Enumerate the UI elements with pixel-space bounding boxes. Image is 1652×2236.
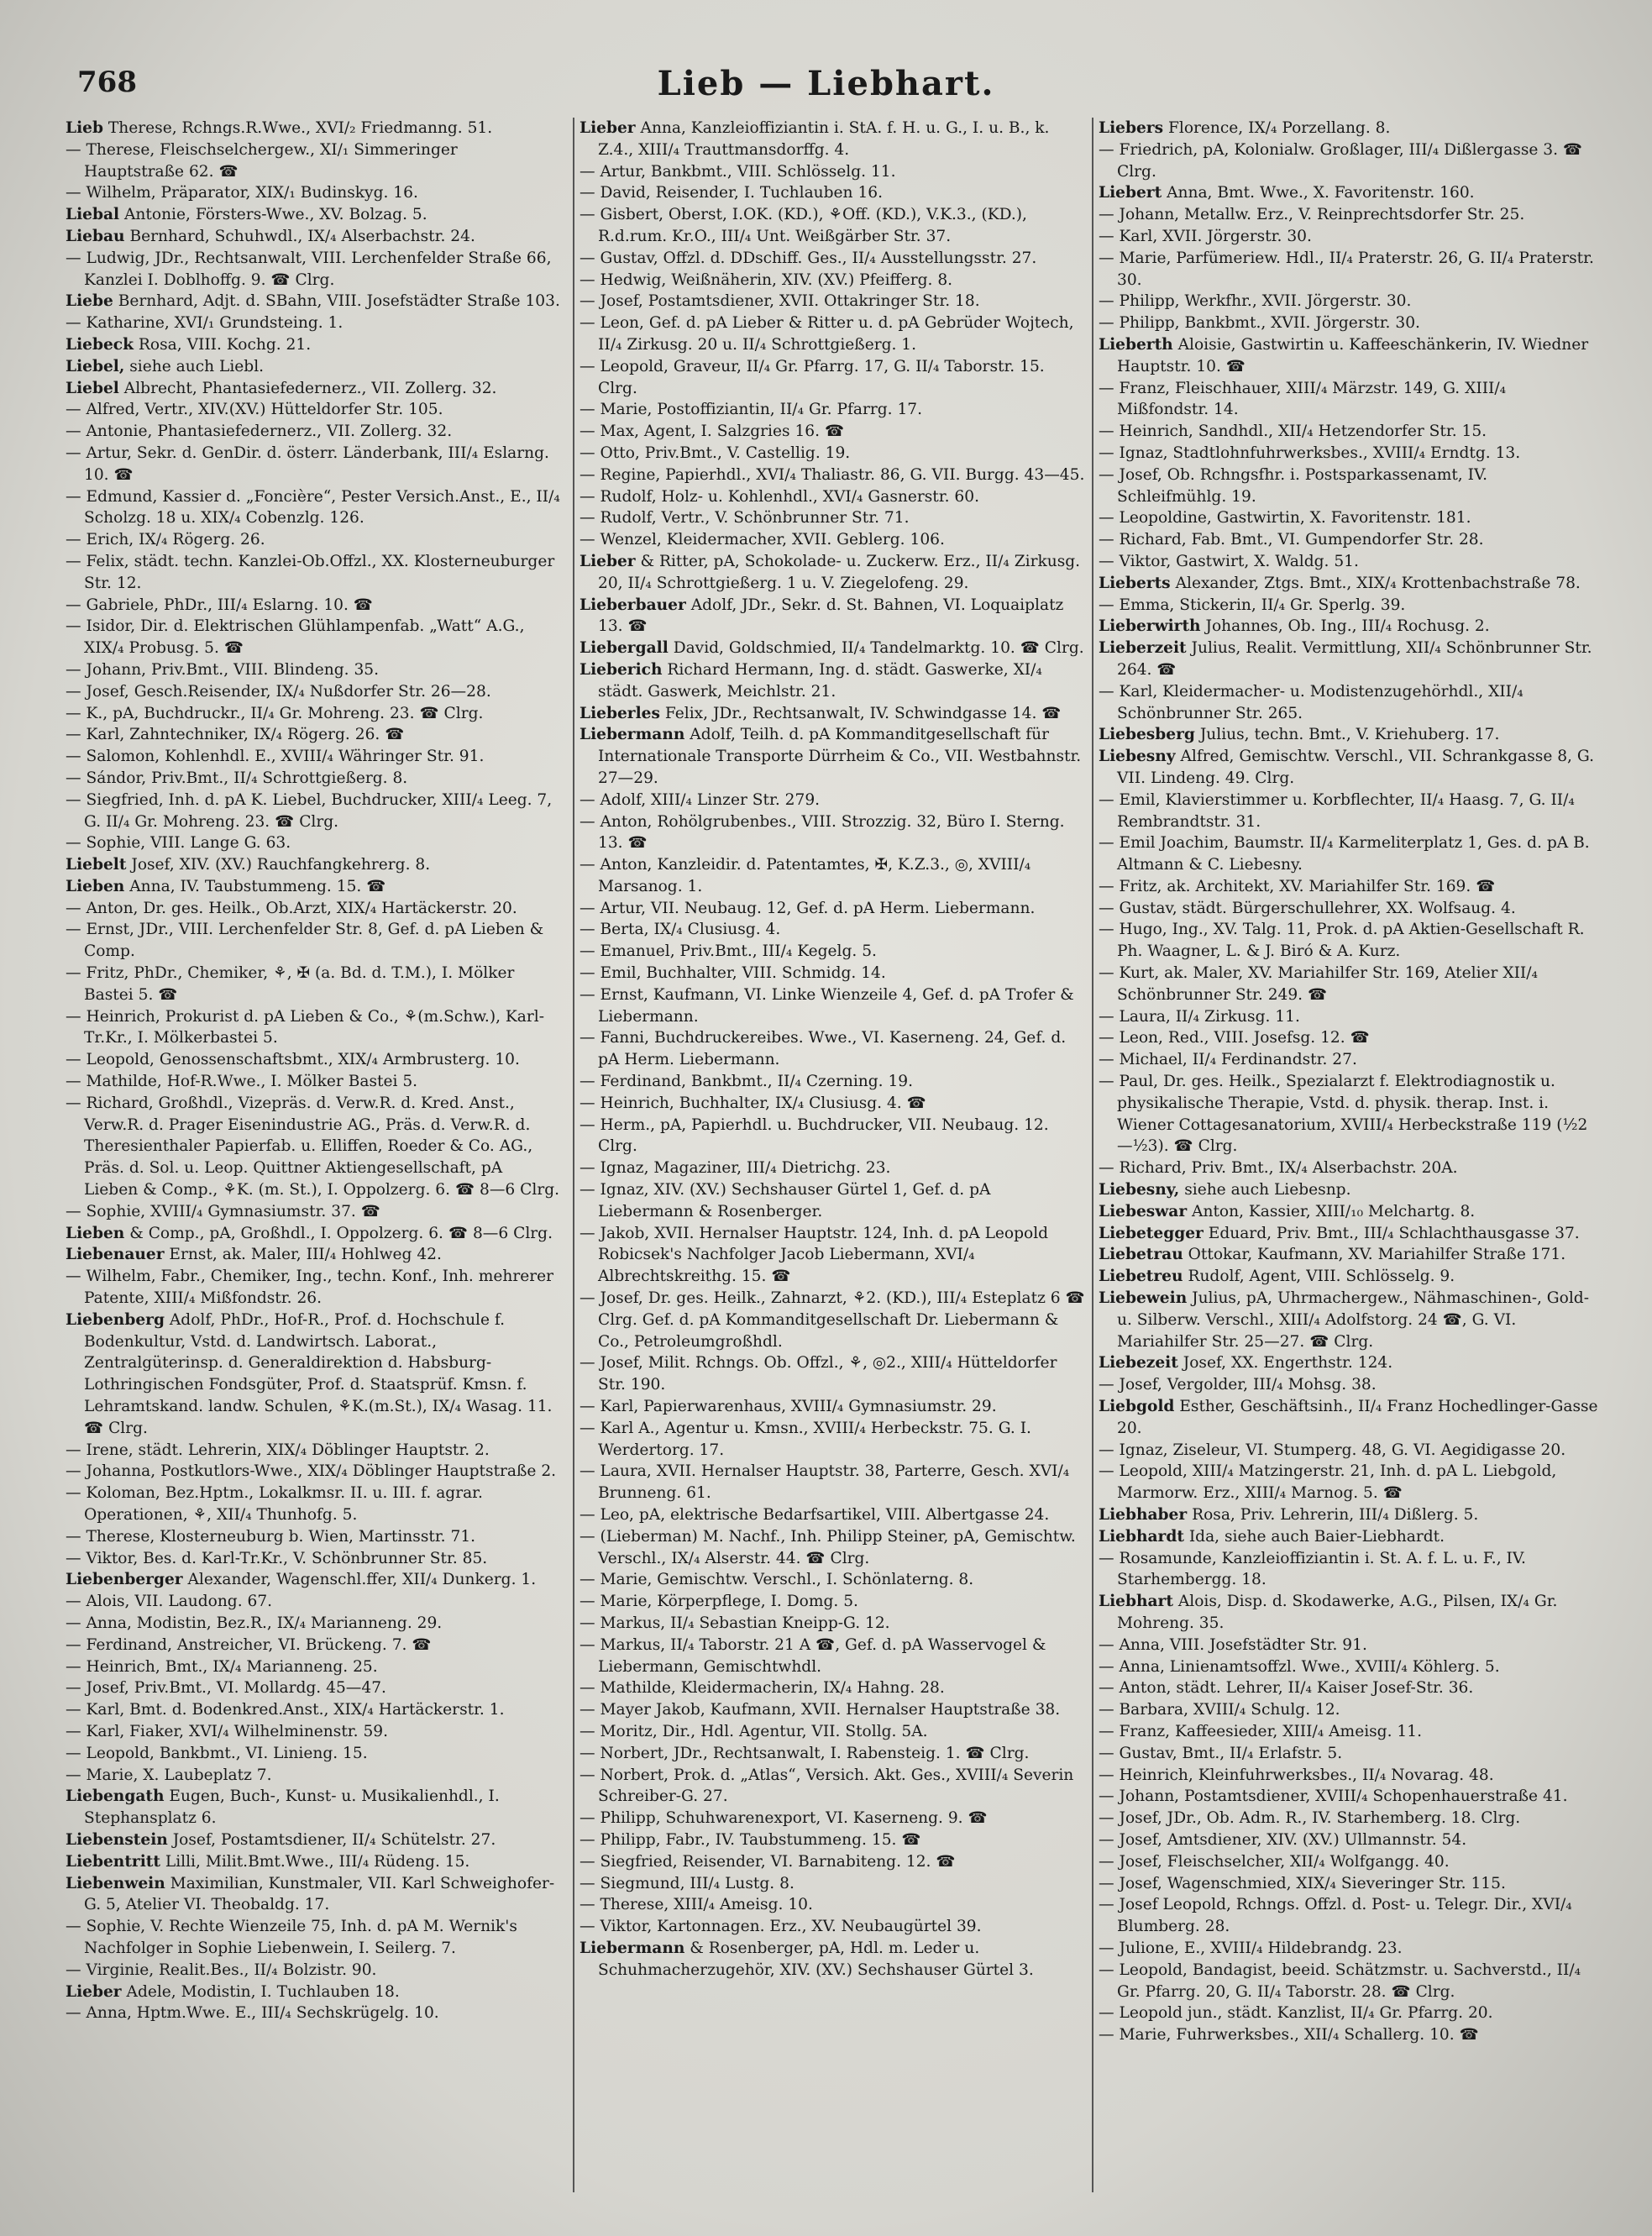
- directory-entry: — Karl, Zahntechniker, IX/₄ Rögerg. 26. ☎: [66, 726, 405, 744]
- directory-entry: — Emil, Buchhalter, VIII. Schmidg. 14.: [580, 964, 886, 983]
- directory-entry: — Ferdinand, Anstreicher, VI. Brückeng. 7. ☎: [66, 1635, 432, 1654]
- directory-entry: — Regine, Papierhdl., XVI/₄ Thaliastr. 86, G. VII. Burgg. 43—45.: [580, 465, 1085, 484]
- directory-entry: Liebesny, siehe auch Liebesnp.: [1099, 1181, 1351, 1199]
- directory-entry: — Heinrich, Sandhdl., XII/₄ Hetzendorfer Str. 15.: [1099, 423, 1487, 441]
- directory-entry: Liebel Albrecht, Phantasiefedernerz., VII. Zollerg. 32.: [66, 379, 497, 397]
- directory-entry: Liebelt Josef, XIV. (XV.) Rauchfangkehrerg. 8.: [66, 856, 431, 874]
- page-header: [77, 66, 1575, 116]
- directory-entry: — Antonie, Phantasiefedernerz., VII. Zollerg. 32.: [66, 423, 453, 441]
- running-head: Lieb — Liebhart.: [657, 64, 995, 103]
- directory-entry: Lieberwirth Johannes, Ob. Ing., III/₄ Rochusg. 2.: [1099, 617, 1490, 636]
- directory-entry: — K., pA, Buchdruckr., II/₄ Gr. Mohreng. 23. ☎ Clrg.: [66, 704, 484, 722]
- directory-entry: — Anton, städt. Lehrer, II/₄ Kaiser Josef-Str. 36.: [1099, 1679, 1474, 1698]
- directory-entry: — Josef, Milit. Rchngs. Ob. Offzl., ⚘, ◎2., XIII/₄ Hütteldorfer Str. 190.: [580, 1354, 1057, 1394]
- directory-entry: — Karl, Kleidermacher- u. Modistenzugehörhdl., XII/₄ Schönbrunner Str. 265.: [1099, 682, 1524, 722]
- directory-entry: — Johann, Priv.Bmt., VIII. Blindeng. 35.: [66, 660, 380, 679]
- directory-entry: — Gustav, städt. Bürgerschullehrer, XX. Wolfsaug. 4.: [1099, 899, 1516, 917]
- directory-entry: — Josef, Gesch.Reisender, IX/₄ Nußdorfer Str. 26—28.: [66, 682, 491, 701]
- directory-entry: — Gabriele, PhDr., III/₄ Eslarng. 10. ☎: [66, 596, 373, 614]
- directory-entry: — Fanni, Buchdruckereibes. Wwe., VI. Kaserneng. 24, Gef. d. pA Herm. Liebermann.: [580, 1029, 1067, 1069]
- directory-entry: Liebe Bernhard, Adjt. d. SBahn, VIII. Josefstädter Straße 103.: [66, 292, 560, 311]
- directory-entry: — Philipp, Schuhwarenexport, VI. Kaserneng. 9. ☎: [580, 1809, 988, 1828]
- directory-entry: — Wilhelm, Fabr., Chemiker, Ing., techn. Konf., Inh. mehrerer Patente, XIII/₄ Mißfondstr. 26.: [66, 1268, 554, 1308]
- directory-entry: — Leo, pA, elektrische Bedarfsartikel, VIII. Albertgasse 24.: [580, 1506, 1050, 1524]
- directory-entry: — Josef, JDr., Ob. Adm. R., IV. Starhemberg. 18. Clrg.: [1099, 1809, 1521, 1828]
- directory-entry: Liebesberg Julius, techn. Bmt., V. Kriehuberg. 17.: [1099, 726, 1500, 744]
- directory-entry: — Karl, Bmt. d. Bodenkred.Anst., XIX/₄ Hartäckerstr. 1.: [66, 1701, 505, 1719]
- directory-entry: — Michael, II/₄ Ferdinandstr. 27.: [1099, 1051, 1357, 1069]
- directory-entry: — Johann, Metallw. Erz., V. Reinprechtsdorfer Str. 25.: [1099, 206, 1525, 224]
- directory-entry: Liebel, siehe auch Liebl.: [66, 357, 265, 375]
- directory-entry: — Hedwig, Weißnäherin, XIV. (XV.) Pfeifferg. 8.: [580, 270, 953, 289]
- directory-entry: — Rudolf, Vertr., V. Schönbrunner Str. 71.: [580, 509, 910, 528]
- directory-entry: — Marie, Gemischtw. Verschl., I. Schönlaterng. 8.: [580, 1571, 974, 1589]
- directory-entry: Liebeck Rosa, VIII. Kochg. 21.: [66, 335, 312, 354]
- directory-entry: — Laura, II/₄ Zirkusg. 11.: [1099, 1007, 1300, 1026]
- directory-entry: — Therese, Fleischselchergew., XI/₁ Simmeringer Hauptstraße 62. ☎: [66, 140, 458, 181]
- directory-entry: — Sophie, XVIII/₄ Gymnasiumstr. 37. ☎: [66, 1202, 380, 1220]
- directory-entry: Liebetreu Rudolf, Agent, VIII. Schlösselg. 9.: [1099, 1268, 1455, 1286]
- directory-entry: Liebhaber Rosa, Priv. Lehrerin, III/₄ Dißlerg. 5.: [1099, 1506, 1479, 1524]
- directory-entry: — Richard, Fab. Bmt., VI. Gumpendorfer Str. 28.: [1099, 531, 1484, 549]
- directory-entry: — Markus, II/₄ Taborstr. 21 A ☎, Gef. d. pA Wasservogel & Liebermann, Gemischtwhdl.: [580, 1635, 1046, 1676]
- column-middle: [573, 118, 1087, 2192]
- directory-entry: Liebewein Julius, pA, Uhrmachergew., Nähmaschinen-, Gold- u. Silberw. Verschl., XIII/₄ Adolfstorg. 24 ☎, G. VI. Mariahilfer Str. 25—27. ☎ Clrg.: [1099, 1289, 1589, 1351]
- directory-entry: Liebesny Alfred, Gemischtw. Verschl., VII. Schrankgasse 8, G. VII. Lindeng. 49. Clrg.: [1099, 748, 1594, 787]
- directory-entry: — Siegfried, Reisender, VI. Barnabiteng. 12. ☎: [580, 1852, 956, 1871]
- directory-entry: — Siegmund, III/₄ Lustg. 8.: [580, 1874, 795, 1892]
- directory-entry: — Josef, Postamtsdiener, XVII. Ottakringer Str. 18.: [580, 292, 980, 311]
- directory-entry: Lieber & Ritter, pA, Schokolade- u. Zuckerw. Erz., II/₄ Zirkusg. 20, II/₄ Schrottgießerg. 1 u. V. Ziegelofeng. 29.: [580, 552, 1081, 592]
- directory-entry: — Berta, IX/₄ Clusiusg. 4.: [580, 921, 781, 939]
- directory-entry: — Emil, Klavierstimmer u. Korbflechter, II/₄ Haasg. 7, G. II/₄ Rembrandtstr. 31.: [1099, 790, 1575, 831]
- directory-entry: — Gustav, Offzl. d. DDschiff. Ges., II/₄ Ausstellungsstr. 27.: [580, 249, 1037, 267]
- directory-entry: — Josef, Amtsdiener, XIV. (XV.) Ullmannstr. 54.: [1099, 1830, 1467, 1849]
- directory-entry: — Josef, Vergolder, III/₄ Mohsg. 38.: [1099, 1376, 1377, 1394]
- directory-entry: — Markus, II/₄ Sebastian Kneipp-G. 12.: [580, 1614, 890, 1632]
- directory-entry: — Salomon, Kohlenhdl. E., XVIII/₄ Währinger Str. 91.: [66, 748, 485, 766]
- directory-entry: — Anna, Hptm.Wwe. E., III/₄ Sechskrügelg. 10.: [66, 2004, 439, 2023]
- directory-entry: — Leopoldine, Gastwirtin, X. Favoritenstr. 181.: [1099, 509, 1471, 528]
- directory-entry: Liebhardt Ida, siehe auch Baier-Liebhardt.: [1099, 1527, 1445, 1546]
- directory-entry: — Anna, Linienamtsoffzl. Wwe., XVIII/₄ Köhlerg. 5.: [1099, 1657, 1500, 1676]
- directory-entry: — Moritz, Dir., Hdl. Agentur, VII. Stollg. 5A.: [580, 1722, 928, 1740]
- directory-entry: Liebenberger Alexander, Wagenschl.ffer, XII/₄ Dunkerg. 1.: [66, 1571, 537, 1589]
- directory-entry: — Irene, städt. Lehrerin, XIX/₄ Döblinger Hauptstr. 2.: [66, 1441, 490, 1459]
- directory-entry: — Siegfried, Inh. d. pA K. Liebel, Buchdrucker, XIII/₄ Leeg. 7, G. II/₄ Gr. Mohreng. 23. ☎ Clrg.: [66, 790, 553, 831]
- directory-entry: Liebetrau Ottokar, Kaufmann, XV. Mariahilfer Straße 171.: [1099, 1246, 1566, 1264]
- directory-entry: — Heinrich, Bmt., IX/₄ Marianneng. 25.: [66, 1657, 378, 1676]
- directory-entry: Liebenwein Maximilian, Kunstmaler, VII. Karl Schweighofer-G. 5, Atelier VI. Theobaldg. 17.: [66, 1874, 555, 1914]
- directory-entry: Liebergall David, Goldschmied, II/₄ Tandelmarktg. 10. ☎ Clrg.: [580, 639, 1084, 658]
- directory-entry: — Artur, Sekr. d. GenDir. d. österr. Länderbank, III/₄ Eslarng. 10. ☎: [66, 444, 549, 484]
- directory-entry: Liebermann & Rosenberger, pA, Hdl. m. Leder u. Schuhmacherzugehör, XIV. (XV.) Sechshauser Gürtel 3.: [580, 1939, 1034, 1979]
- directory-entry: — Fritz, ak. Architekt, XV. Mariahilfer Str. 169. ☎: [1099, 877, 1496, 895]
- directory-entry: — Wilhelm, Präparator, XIX/₁ Budinskyg. 16.: [66, 184, 418, 202]
- directory-entry: — Felix, städt. techn. Kanzlei-Ob.Offzl., XX. Klosterneuburger Str. 12.: [66, 552, 555, 592]
- directory-entry: — Gisbert, Oberst, I.OK. (KD.), ⚘Off. (KD.), V.K.3., (KD.), R.d.rum. Kr.O., III/₄ Unt. Weißgärber Str. 37.: [580, 206, 1027, 245]
- directory-entry: Liebau Bernhard, Schuhwdl., IX/₄ Alserbachstr. 24.: [66, 227, 475, 245]
- directory-entry: — Ludwig, JDr., Rechtsanwalt, VIII. Lerchenfelder Straße 66, Kanzlei I. Doblhoffg. 9. ☎ Clrg.: [66, 249, 552, 289]
- directory-entry: Liebetegger Eduard, Priv. Bmt., III/₄ Schlachthausgasse 37.: [1099, 1224, 1580, 1242]
- directory-entry: — Emil Joachim, Baumstr. II/₄ Karmeliterplatz 1, Ges. d. pA B. Altmann & C. Liebesny.: [1099, 834, 1590, 874]
- directory-entry: — Therese, XIII/₄ Ameisg. 10.: [580, 1896, 813, 1914]
- directory-entry: — Katharine, XVI/₁ Grundsteing. 1.: [66, 314, 344, 333]
- directory-entry: — Alfred, Vertr., XIV.(XV.) Hütteldorfer Str. 105.: [66, 401, 443, 419]
- directory-entry: Liebengath Eugen, Buch-, Kunst- u. Musikalienhdl., I. Stephansplatz 6.: [66, 1787, 500, 1828]
- directory-entry: — Leopold, Graveur, II/₄ Gr. Pfarrg. 17, G. II/₄ Taborstr. 15. Clrg.: [580, 357, 1045, 397]
- directory-entry: Lieben & Comp., pA, Großhdl., I. Oppolzerg. 6. ☎ 8—6 Clrg.: [66, 1224, 553, 1242]
- directory-entry: — Gustav, Bmt., II/₄ Erlafstr. 5.: [1099, 1744, 1343, 1762]
- directory-entry: Lieberich Richard Hermann, Ing. d. städt. Gaswerke, XI/₄ städt. Gaswerk, Meichlstr. 21.: [580, 660, 1042, 701]
- directory-entry: — Anna, VIII. Josefstädter Str. 91.: [1099, 1635, 1367, 1654]
- column-right: [1092, 118, 1601, 2192]
- directory-entry: — Viktor, Kartonnagen. Erz., XV. Neubaugürtel 39.: [580, 1918, 982, 1936]
- directory-entry: — Sophie, VIII. Lange G. 63.: [66, 834, 291, 853]
- directory-entry: Liebert Anna, Bmt. Wwe., X. Favoritenstr. 160.: [1099, 184, 1475, 202]
- directory-entry: — Max, Agent, I. Salzgries 16. ☎: [580, 423, 845, 441]
- directory-entry: — Emma, Stickerin, II/₄ Gr. Sperlg. 39.: [1099, 596, 1406, 614]
- directory-entry: — Therese, Klosterneuburg b. Wien, Martinsstr. 71.: [66, 1527, 476, 1546]
- directory-entry: Lieberzeit Julius, Realit. Vermittlung, XII/₄ Schönbrunner Str. 264. ☎: [1099, 639, 1592, 679]
- directory-entry: — Marie, Parfümeriew. Hdl., II/₄ Praterstr. 26, G. II/₄ Praterstr. 30.: [1099, 249, 1594, 289]
- directory-entry: — Anton, Dr. ges. Heilk., Ob.Arzt, XIX/₄ Hartäckerstr. 20.: [66, 899, 517, 917]
- directory-entry: — Rudolf, Holz- u. Kohlenhdl., XVI/₄ Gasnerstr. 60.: [580, 487, 979, 506]
- directory-entry: — Josef, Dr. ges. Heilk., Zahnarzt, ⚘2. (KD.), III/₄ Esteplatz 6 ☎ Clrg. Gef. d. pA Kommanditgesellschaft Dr. Liebermann & Co., Petroleumgroßhdl.: [580, 1289, 1085, 1351]
- directory-entry: — Leopold, XIII/₄ Matzingerstr. 21, Inh. d. pA L. Liebgold, Marmorw. Erz., XIII/₄ Marnog. 5. ☎: [1099, 1462, 1557, 1503]
- directory-entry: — Karl, XVII. Jörgerstr. 30.: [1099, 227, 1312, 245]
- directory-entry: — Anton, Kanzleidir. d. Patentamtes, ✠, K.Z.3., ◎, XVIII/₄ Marsanog. 1.: [580, 856, 1031, 895]
- directory-entry: — Alois, VII. Laudong. 67.: [66, 1593, 273, 1611]
- directory-entry: Liebeswar Anton, Kassier, XIII/₁₀ Melchartg. 8.: [1099, 1202, 1476, 1220]
- directory-entry: — Philipp, Bankbmt., XVII. Jörgerstr. 30.: [1099, 314, 1420, 333]
- directory-entry: — Leopold, Genossenschaftsbmt., XIX/₄ Armbrusterg. 10.: [66, 1051, 520, 1069]
- directory-entry: — (Lieberman) M. Nachf., Inh. Philipp Steiner, pA, Gemischtw. Verschl., IX/₄ Alserstr. 44. ☎ Clrg.: [580, 1527, 1076, 1567]
- directory-entry: — Norbert, Prok. d. „Atlas“, Versich. Akt. Ges., XVIII/₄ Severin Schreiber-G. 27.: [580, 1766, 1074, 1806]
- directory-entry: — Marie, Fuhrwerksbes., XII/₄ Schallerg. 10. ☎: [1099, 2026, 1479, 2044]
- directory-entry: Lieberles Felix, JDr., Rechtsanwalt, IV. Schwindgasse 14. ☎: [580, 704, 1062, 722]
- directory-entry: — Ernst, Kaufmann, VI. Linke Wienzeile 4, Gef. d. pA Trofer & Liebermann.: [580, 985, 1074, 1026]
- directory-entry: — Marie, Postoffiziantin, II/₄ Gr. Pfarrg. 17.: [580, 401, 923, 419]
- directory-entry: — Sophie, V. Rechte Wienzeile 75, Inh. d. pA M. Wernik's Nachfolger in Sophie Liebenwein, I. Seilerg. 7.: [66, 1918, 517, 1957]
- directory-entry: — Ignaz, Stadtlohnfuhrwerksbes., XVIII/₄ Erndtg. 13.: [1099, 444, 1521, 462]
- directory-entry: — Julione, E., XVIII/₄ Hildebrandg. 23.: [1099, 1939, 1403, 1957]
- directory-entry: Lieben Anna, IV. Taubstummeng. 15. ☎: [66, 877, 386, 895]
- directory-entry: — Ernst, JDr., VIII. Lerchenfelder Str. 8, Gef. d. pA Lieben & Comp.: [66, 921, 544, 961]
- directory-entry: — Josef, Fleischselcher, XII/₄ Wolfgangg. 40.: [1099, 1852, 1450, 1871]
- directory-entry: — Laura, XVII. Hernalser Hauptstr. 38, Parterre, Gesch. XVI/₄ Brunneng. 61.: [580, 1462, 1070, 1503]
- directory-entry: — Richard, Priv. Bmt., IX/₄ Alserbachstr. 20A.: [1099, 1159, 1458, 1178]
- directory-entry: — Sándor, Priv.Bmt., II/₄ Schrottgießerg. 8.: [66, 769, 408, 787]
- directory-entry: Liebal Antonie, Försters-Wwe., XV. Bolzag. 5.: [66, 206, 427, 224]
- directory-entry: — Anton, Rohölgrubenbes., VIII. Strozzig. 32, Büro I. Sterng. 13. ☎: [580, 812, 1065, 853]
- directory-entry: Lieber Anna, Kanzleioffiziantin i. StA. f. H. u. G., I. u. B., k. Z.4., XIII/₄ Trauttmansdorffg. 4.: [580, 119, 1050, 159]
- directory-entry: Liebermann Adolf, Teilh. d. pA Kommanditgesellschaft für Internationale Transporte Dürrheim & Co., VII. Westbahnstr. 27—29.: [580, 726, 1082, 787]
- directory-entry: — Hugo, Ing., XV. Talg. 11, Prok. d. pA Aktien-Gesellschaft R. Ph. Waagner, L. & J. Biró & A. Kurz.: [1099, 921, 1585, 961]
- directory-entry: — Koloman, Bez.Hptm., Lokalkmsr. II. u. III. f. agrar. Operationen, ⚘, XII/₄ Thunhofg. 5.: [66, 1484, 483, 1524]
- directory-entry: — Ignaz, Magaziner, III/₄ Dietrichg. 23.: [580, 1159, 891, 1178]
- directory-entry: — Ignaz, XIV. (XV.) Sechshauser Gürtel 1, Gef. d. pA Liebermann & Rosenberger.: [580, 1181, 991, 1220]
- directory-entry: — Leopold, Bankbmt., VI. Linieng. 15.: [66, 1744, 368, 1762]
- directory-entry: — Richard, Großhdl., Vizepräs. d. Verw.R. d. Kred. Anst., Verw.R. d. Prager Eisenindustrie AG., Präs. d. Verw.R. d. Theresienthaler Papierfab. u. Elliffen, Roeder & Co. AG., Präs. d. Sol. u. Leop. Quittner Aktiengesellschaft, pA Lieben & Comp., ⚘K. (m. St.), I. Oppolzerg. 6. ☎ 8—6 Clrg.: [66, 1094, 560, 1199]
- directory-entry: — Karl, Papierwarenhaus, XVIII/₄ Gymnasiumstr. 29.: [580, 1398, 997, 1416]
- directory-entry: Liebenauer Ernst, ak. Maler, III/₄ Hohlweg 42.: [66, 1246, 442, 1264]
- directory-entry: — Fritz, PhDr., Chemiker, ⚘, ✠ (a. Bd. d. T.M.), I. Mölker Bastei 5. ☎: [66, 964, 515, 1004]
- directory-entry: — Barbara, XVIII/₄ Schulg. 12.: [1099, 1701, 1340, 1719]
- directory-entry: — Franz, Kaffeesieder, XIII/₄ Ameisg. 11.: [1099, 1722, 1422, 1740]
- directory-entry: Lieberts Alexander, Ztgs. Bmt., XIX/₄ Krottenbachstraße 78.: [1099, 574, 1581, 592]
- directory-entry: — Heinrich, Prokurist d. pA Lieben & Co., ⚘(m.Schw.), Karl-Tr.Kr., I. Mölkerbastei 5.: [66, 1007, 545, 1047]
- directory-entry: — Herm., pA, Papierhdl. u. Buchdrucker, VII. Neubaug. 12. Clrg.: [580, 1115, 1049, 1156]
- directory-entry: — Heinrich, Buchhalter, IX/₄ Clusiusg. 4. ☎: [580, 1094, 926, 1112]
- directory-entry: Lieberth Aloisie, Gastwirtin u. Kaffeeschänkerin, IV. Wiedner Hauptstr. 10. ☎: [1099, 335, 1589, 375]
- directory-entry: — Wenzel, Kleidermacher, XVII. Geblerg. 106.: [580, 531, 945, 549]
- directory-entry: — Josef, Wagenschmied, XIX/₄ Sieveringer Str. 115.: [1099, 1874, 1506, 1892]
- directory-entry: Lieber Adele, Modistin, I. Tuchlauben 18.: [66, 1982, 400, 2001]
- directory-entry: — Paul, Dr. ges. Heilk., Spezialarzt f. Elektrodiagnostik u. physikalische Therapie, Vstd. d. physik. therap. Inst. i. Wiener Cottagesanatorium, XVIII/₄ Herbeckstraße 119 (½2—½3). ☎ Clrg.: [1099, 1073, 1588, 1156]
- directory-entry: — Karl, Fiaker, XVI/₄ Wilhelminenstr. 59.: [66, 1722, 389, 1740]
- directory-entry: — Artur, VII. Neubaug. 12, Gef. d. pA Herm. Liebermann.: [580, 899, 1036, 917]
- directory-entry: — Johann, Postamtsdiener, XVIII/₄ Schopenhauerstraße 41.: [1099, 1787, 1568, 1806]
- page-number: 768: [77, 66, 137, 99]
- directory-entry: — David, Reisender, I. Tuchlauben 16.: [580, 184, 884, 202]
- directory-entry: — Kurt, ak. Maler, XV. Mariahilfer Str. 169, Atelier XII/₄ Schönbrunner Str. 249. ☎: [1099, 964, 1538, 1004]
- directory-entry: — Leopold, Bandagist, beeid. Schätzmstr. u. Sachverstd., II/₄ Gr. Pfarrg. 20, G. II/₄ Taborstr. 28. ☎ Clrg.: [1099, 1960, 1581, 2001]
- directory-entry: — Friedrich, pA, Kolonialw. Großlager, III/₄ Dißlergasse 3. ☎ Clrg.: [1099, 140, 1583, 181]
- directory-entry: Liebgold Esther, Geschäftsinh., II/₄ Franz Hochedlinger-Gasse 20.: [1099, 1398, 1598, 1437]
- directory-entry: — Otto, Priv.Bmt., V. Castellig. 19.: [580, 444, 851, 462]
- directory-entry: Liebenberg Adolf, PhDr., Hof-R., Prof. d. Hochschule f. Bodenkultur, Vstd. d. Landwirtsch. Laborat., Zentralgüterinsp. d. Generaldirektion d. Habsburg-Lothringischen Fondsgüter, Prof. d. Staatsprüf. Kmsn. f. Lehramtskand. landw. Schulen, ⚘K.(m.St.), IX/₄ Wasag. 11. ☎ Clrg.: [66, 1310, 553, 1437]
- directory-entry: — Viktor, Bes. d. Karl-Tr.Kr., V. Schönbrunner Str. 85.: [66, 1549, 488, 1567]
- column-left: [66, 118, 561, 2192]
- directory-entry: Lieb Therese, Rchngs.R.Wwe., XVI/₂ Friedmanng. 51.: [66, 119, 493, 137]
- directory-entry: — Heinrich, Kleinfuhrwerksbes., II/₄ Novarag. 48.: [1099, 1766, 1494, 1784]
- directory-entry: — Emanuel, Priv.Bmt., III/₄ Kegelg. 5.: [580, 942, 877, 961]
- directory-entry: — Karl A., Agentur u. Kmsn., XVIII/₄ Herbeckstr. 75. G. I. Werdertorg. 17.: [580, 1419, 1031, 1459]
- directory-entry: — Ferdinand, Bankbmt., II/₄ Czerning. 19.: [580, 1073, 914, 1091]
- directory-entry: — Mathilde, Kleidermacherin, IX/₄ Hahng. 28.: [580, 1679, 945, 1698]
- directory-entry: — Johanna, Postkutlors-Wwe., XIX/₄ Döblinger Hauptstraße 2.: [66, 1462, 557, 1481]
- directory-entry: — Ignaz, Ziseleur, VI. Stumperg. 48, G. VI. Aegidigasse 20.: [1099, 1441, 1566, 1459]
- directory-entry: Lieberbauer Adolf, JDr., Sekr. d. St. Bahnen, VI. Loquaiplatz 13. ☎: [580, 596, 1064, 636]
- directory-entry: — Jakob, XVII. Hernalser Hauptstr. 124, Inh. d. pA Leopold Robicsek's Nachfolger Jacob Liebermann, XVI/₄ Albrechtskreithg. 15. ☎: [580, 1224, 1049, 1286]
- directory-entry: Liebenstein Josef, Postamtsdiener, II/₄ Schütelstr. 27.: [66, 1830, 496, 1849]
- directory-entry: — Adolf, XIII/₄ Linzer Str. 279.: [580, 790, 821, 809]
- directory-entry: — Philipp, Werkfhr., XVII. Jörgerstr. 30.: [1099, 292, 1412, 311]
- directory-entry: — Marie, X. Laubeplatz 7.: [66, 1766, 272, 1784]
- directory-entry: — Erich, IX/₄ Rögerg. 26.: [66, 531, 265, 549]
- directory-entry: — Leon, Gef. d. pA Lieber & Ritter u. d. pA Gebrüder Wojtech, II/₄ Zirkusg. 20 u. II/₄ Schrottgießerg. 1.: [580, 314, 1074, 354]
- directory-entry: Liebers Florence, IX/₄ Porzellang. 8.: [1099, 119, 1391, 137]
- directory-entry: — Josef, Ob. Rchngsfhr. i. Postsparkassenamt, IV. Schleifmühlg. 19.: [1099, 465, 1488, 506]
- directory-entry: — Norbert, JDr., Rechtsanwalt, I. Rabensteig. 1. ☎ Clrg.: [580, 1744, 1030, 1762]
- directory-entry: — Mathilde, Hof-R.Wwe., I. Mölker Bastei 5.: [66, 1073, 418, 1091]
- directory-entry: — Franz, Fleischhauer, XIII/₄ Märzstr. 149, G. XIII/₄ Mißfondstr. 14.: [1099, 379, 1507, 419]
- directory-entry: — Artur, Bankbmt., VIII. Schlösselg. 11.: [580, 162, 896, 181]
- directory-entry: Liebezeit Josef, XX. Engerthstr. 124.: [1099, 1354, 1393, 1373]
- directory-entry: — Josef, Priv.Bmt., VI. Mollardg. 45—47.: [66, 1679, 386, 1698]
- directory-entry: — Isidor, Dir. d. Elektrischen Glühlampenfab. „Watt“ A.G., XIX/₄ Probusg. 5. ☎: [66, 617, 525, 658]
- directory-entry: — Edmund, Kassier d. „Foncière“, Pester Versich.Anst., E., II/₄ Scholzg. 18 u. XIX/₄ Cobenzlg. 126.: [66, 487, 560, 528]
- directory-entry: — Rosamunde, Kanzleioffiziantin i. St. A. f. L. u. F., IV. Starhembergg. 18.: [1099, 1549, 1526, 1589]
- directory-entry: — Marie, Körperpflege, I. Domg. 5.: [580, 1593, 858, 1611]
- directory-entry: — Viktor, Gastwirt, X. Waldg. 51.: [1099, 552, 1359, 570]
- directory-entry: — Virginie, Realit.Bes., II/₄ Bolzistr. 90.: [66, 1960, 377, 1979]
- directory-entry: — Mayer Jakob, Kaufmann, XVII. Hernalser Hauptstraße 38.: [580, 1701, 1061, 1719]
- directory-entry: — Philipp, Fabr., IV. Taubstummeng. 15. ☎: [580, 1830, 921, 1849]
- entry-columns: [66, 118, 1598, 2192]
- directory-entry: Liebentritt Lilli, Milit.Bmt.Wwe., III/₄ Rüdeng. 15.: [66, 1852, 470, 1871]
- directory-entry: — Josef Leopold, Rchngs. Offzl. d. Post- u. Telegr. Dir., XVI/₄ Blumberg. 28.: [1099, 1896, 1572, 1936]
- directory-entry: — Leon, Red., VIII. Josefsg. 12. ☎: [1099, 1029, 1370, 1047]
- directory-entry: — Leopold jun., städt. Kanzlist, II/₄ Gr. Pfarrg. 20.: [1099, 2004, 1493, 2023]
- directory-entry: — Anna, Modistin, Bez.R., IX/₄ Marianneng. 29.: [66, 1614, 443, 1632]
- directory-entry: Liebhart Alois, Disp. d. Skodawerke, A.G., Pilsen, IX/₄ Gr. Mohreng. 35.: [1099, 1593, 1558, 1632]
